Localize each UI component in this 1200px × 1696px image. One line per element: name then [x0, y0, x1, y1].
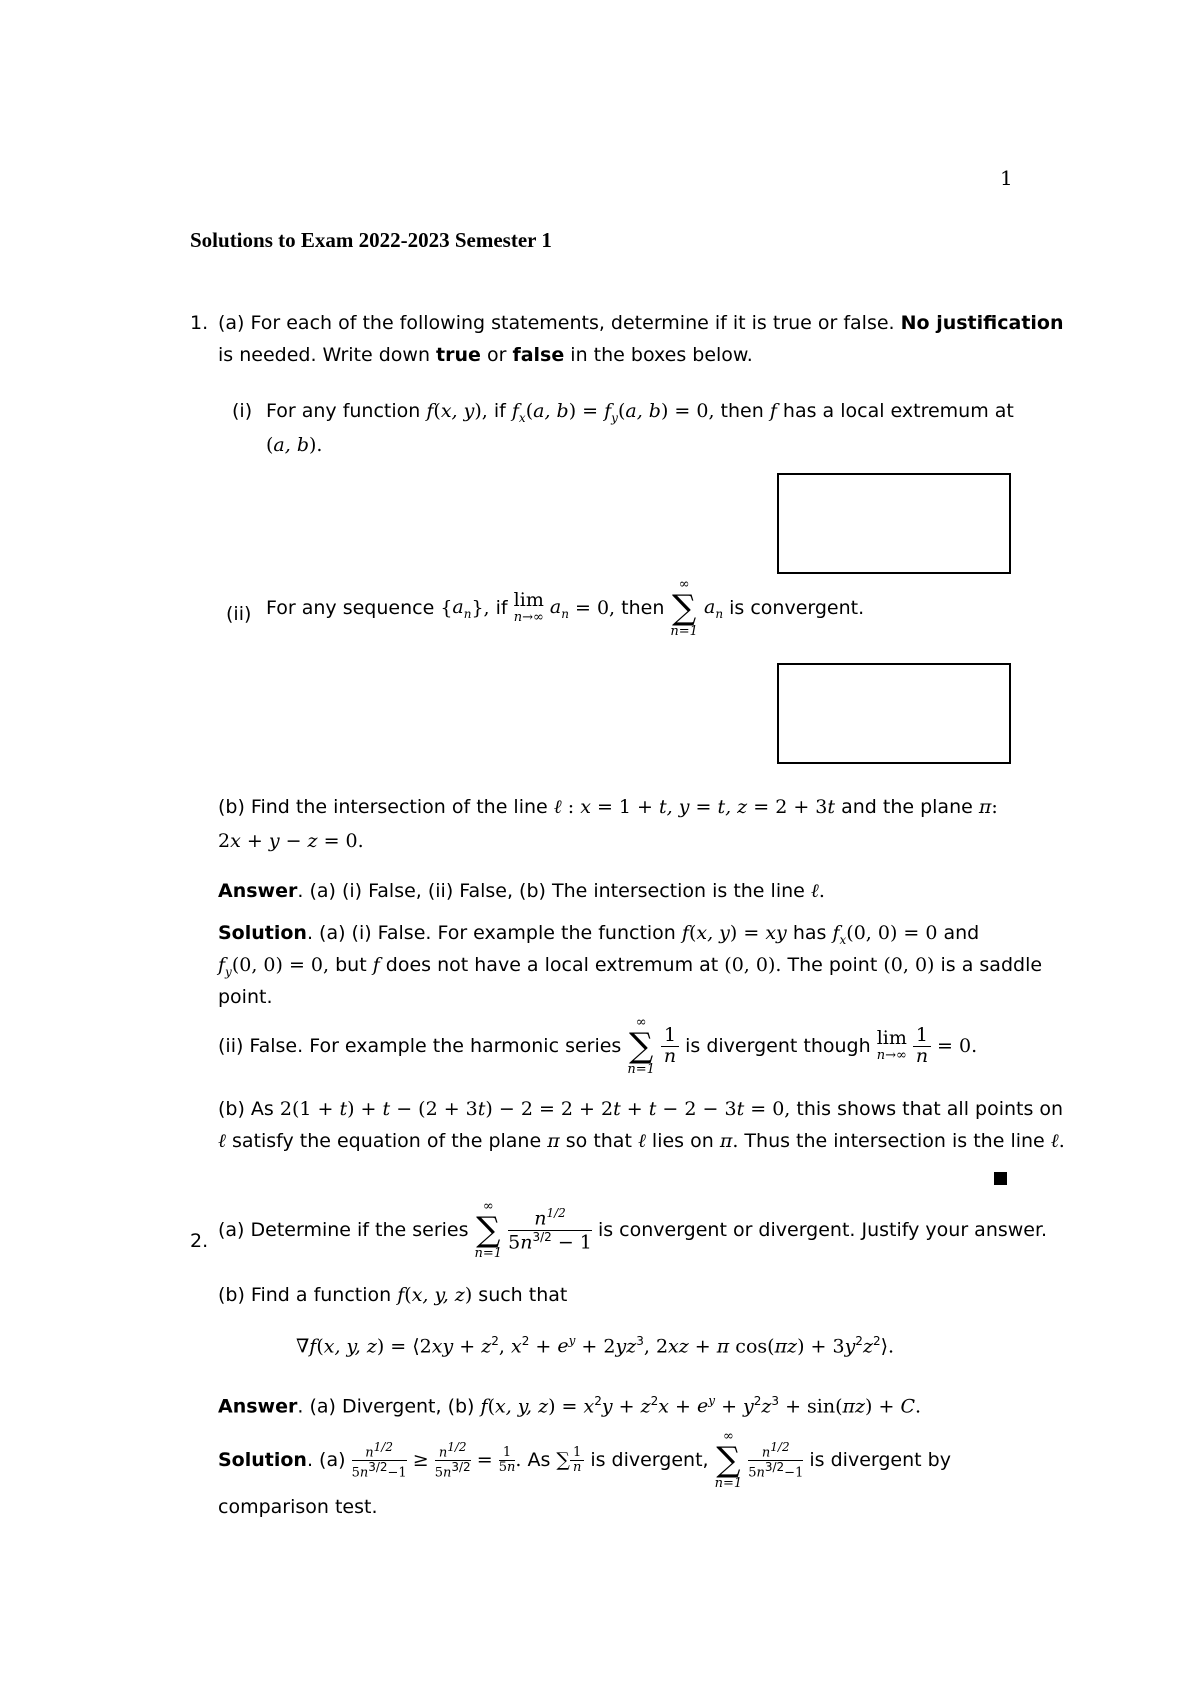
q1-ii-label: (ii) — [226, 603, 252, 625]
q2-solution-line2: comparison test. — [218, 1496, 378, 1518]
q2-solution-line1: Solution. (a) $\frac{n^{1/2}}{5n^{3/2}-1}$ ≥ $\frac{n^{1/2}}{5n^{3/2}}$ = $\frac{1}{5n}$ . As ∑ $\frac{1}{n}$ is divergent, ∞ ∑ n=1 $\frac{n^{1/2}}{5n^{3/2}-1}$ is divergent by — [218, 1429, 951, 1491]
q1-i-statement-end: (a, b). — [266, 434, 323, 456]
answer-box-i[interactable] — [777, 473, 1011, 574]
q1-intro-line2: is needed. Write down true or false in the boxes below. — [218, 344, 753, 366]
q2-gradient-equation: ∇f(x, y, z) = ⟨2xy + $z^2$, $x^2 + e^y + 2yz^3$, 2xz + π $\cos(\pi z) + 3y^2z^2⟩$. — [296, 1334, 895, 1358]
q1-b-statement: (b) Find the intersection of the line ℓ : x = 1 + t, y = t, z = 2 + 3t and the plane π: — [218, 796, 998, 818]
page-number: 1 — [1000, 166, 1013, 190]
q2-b-statement: (b) Find a function f(x, y, z) such that — [218, 1284, 568, 1306]
q1-ii-statement: For any sequence $\{a_n\}$, if lim n→∞ $a_n = 0$, then ∞ ∑ n=1 $a_n$ is convergent. — [266, 577, 865, 639]
q1-number: 1. — [190, 312, 209, 334]
answer-box-ii[interactable] — [777, 663, 1011, 764]
q1-solution-line2: $f_y(0$, 0) = 0, but f does not have a local extremum at (0, 0). The point (0, 0) is a saddle — [218, 954, 1043, 979]
q2-answer: Answer. (a) Divergent, (b) f(x, y, $z) = x^2y + z^2x + e^y + y^2z^3 + \sin(\pi z) + C$. — [218, 1394, 922, 1418]
q1-i-statement: For any function f(x, y), if $f_x(a$, $b) = f_y(a$, b) = 0, then f has a local extremum at — [266, 400, 1014, 425]
q1-solution-line1: Solution. (a) (i) False. For example the function f(x, y) = xy has $f_x(0$, 0) = 0 and — [218, 922, 980, 947]
q1-solution-line3: point. — [218, 986, 273, 1008]
q1-b-plane: 2x + y − z = 0. — [218, 830, 364, 852]
q2-number: 2. — [190, 1230, 209, 1252]
qed-square-icon — [994, 1172, 1007, 1185]
q1-i-label: (i) — [232, 400, 253, 422]
q1-solution-ii: (ii) False. For example the harmonic series ∞ ∑ n=1 $\frac{1}{n}$ is divergent though lim n→∞ $\frac{1}{n}$ = 0. — [218, 1015, 978, 1077]
q1-solution-b-line1: (b) As 2(1 + t) + t − (2 + 3t) − 2 = 2 + 2t + t − 2 − 3t = 0, this shows that all points on — [218, 1098, 1064, 1120]
page-title: Solutions to Exam 2022-2023 Semester 1 — [190, 228, 552, 252]
q1-intro-line1: (a) For each of the following statements, determine if it is true or false. No justification — [218, 312, 1064, 334]
q2-a-statement: (a) Determine if the series ∞ ∑ n=1 $\frac{n^{1/2}}{5n^{3/2} - 1}$ is convergent or divergent. Justify your answer. — [218, 1199, 1048, 1261]
q1-solution-b-line2: ℓ satisfy the equation of the plane π so that ℓ lies on π. Thus the intersection is the line ℓ. — [218, 1130, 1065, 1152]
q1-answer: Answer. (a) (i) False, (ii) False, (b) The intersection is the line ℓ. — [218, 880, 825, 902]
